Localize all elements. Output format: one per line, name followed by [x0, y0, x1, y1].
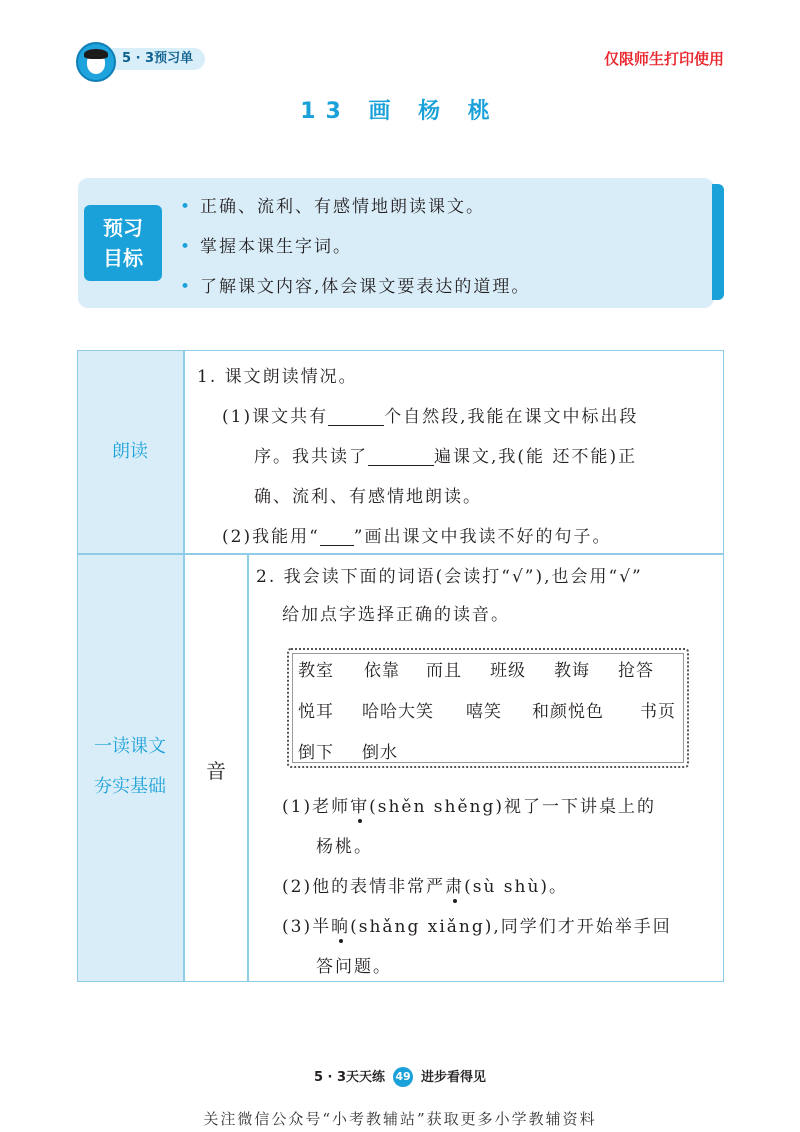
question-2-line1: 2. 我会读下面的词语(会读打“√”),也会用“√” — [256, 567, 643, 587]
table-divider — [183, 350, 185, 982]
word-item[interactable]: 班级 — [490, 661, 526, 681]
objective-item: • 了解课文内容,体会课文要表达的道理。 — [180, 277, 531, 297]
word-item[interactable]: 和颜悦色 — [532, 702, 604, 722]
print-notice: 仅限师生打印使用 — [603, 50, 724, 68]
sub-category-sound: 音 — [206, 759, 226, 783]
bottom-note: 关注微信公众号“小考教辅站”获取更多小学教辅资料 — [203, 1110, 597, 1128]
word-item[interactable]: 倒水 — [362, 743, 398, 763]
blank-field[interactable] — [320, 528, 354, 546]
pinyin-question-1-line2: 杨桃。 — [316, 837, 373, 857]
blank-field[interactable] — [368, 448, 434, 466]
word-item[interactable]: 而且 — [426, 661, 462, 681]
objective-item: • 掌握本课生字词。 — [180, 237, 353, 257]
word-item[interactable]: 教诲 — [554, 661, 590, 681]
category-foundation-2: 夯实基础 — [94, 776, 166, 797]
word-item[interactable]: 哈哈大笑 — [362, 702, 434, 722]
question-2-line2: 给加点字选择正确的读音。 — [282, 605, 510, 625]
objectives-tag: 预习 目标 — [84, 205, 162, 281]
pinyin-question-1: (1)老师审(shěn shěng)视了一下讲桌上的 — [282, 797, 657, 817]
category-reading: 朗读 — [112, 441, 148, 462]
page-footer: 5 · 3天天练 49 进步看得见 — [0, 1066, 800, 1087]
mascot-icon — [76, 42, 116, 82]
word-item[interactable]: 悦耳 — [298, 702, 334, 722]
question-1-title: 1. 课文朗读情况。 — [197, 367, 358, 387]
page-title: 13 画 杨 桃 — [300, 99, 500, 124]
question-1-1: (1)课文共有 个自然段,我能在课文中标出段 — [222, 407, 639, 427]
word-item[interactable]: 依靠 — [364, 661, 400, 681]
page-number: 49 — [393, 1067, 413, 1087]
series-label: 5 · 3预习单 — [108, 48, 205, 70]
table-divider — [77, 553, 724, 555]
word-item[interactable]: 抢答 — [618, 661, 654, 681]
word-item[interactable]: 教室 — [298, 661, 334, 681]
question-1-2: (2)我能用“ ”画出课文中我读不好的句子。 — [222, 527, 612, 547]
pinyin-question-2: (2)他的表情非常严肃(sù shù)。 — [282, 877, 569, 897]
pinyin-question-3-line2: 答问题。 — [316, 957, 392, 977]
blank-field[interactable] — [328, 408, 384, 426]
table-divider — [247, 553, 249, 982]
objective-item: • 正确、流利、有感情地朗读课文。 — [180, 197, 486, 217]
objectives-edge — [712, 184, 724, 300]
question-1-1-line3: 确、流利、有感情地朗读。 — [254, 487, 482, 507]
category-foundation-1: 一读课文 — [94, 736, 166, 757]
word-item[interactable]: 倒下 — [298, 743, 334, 763]
question-1-1-line2: 序。我共读了 遍课文,我(能 还不能)正 — [254, 447, 638, 467]
word-item[interactable]: 书页 — [640, 702, 676, 722]
word-item[interactable]: 嘻笑 — [466, 702, 502, 722]
pinyin-question-3: (3)半晌(shǎng xiǎng),同学们才开始举手回 — [282, 917, 672, 937]
